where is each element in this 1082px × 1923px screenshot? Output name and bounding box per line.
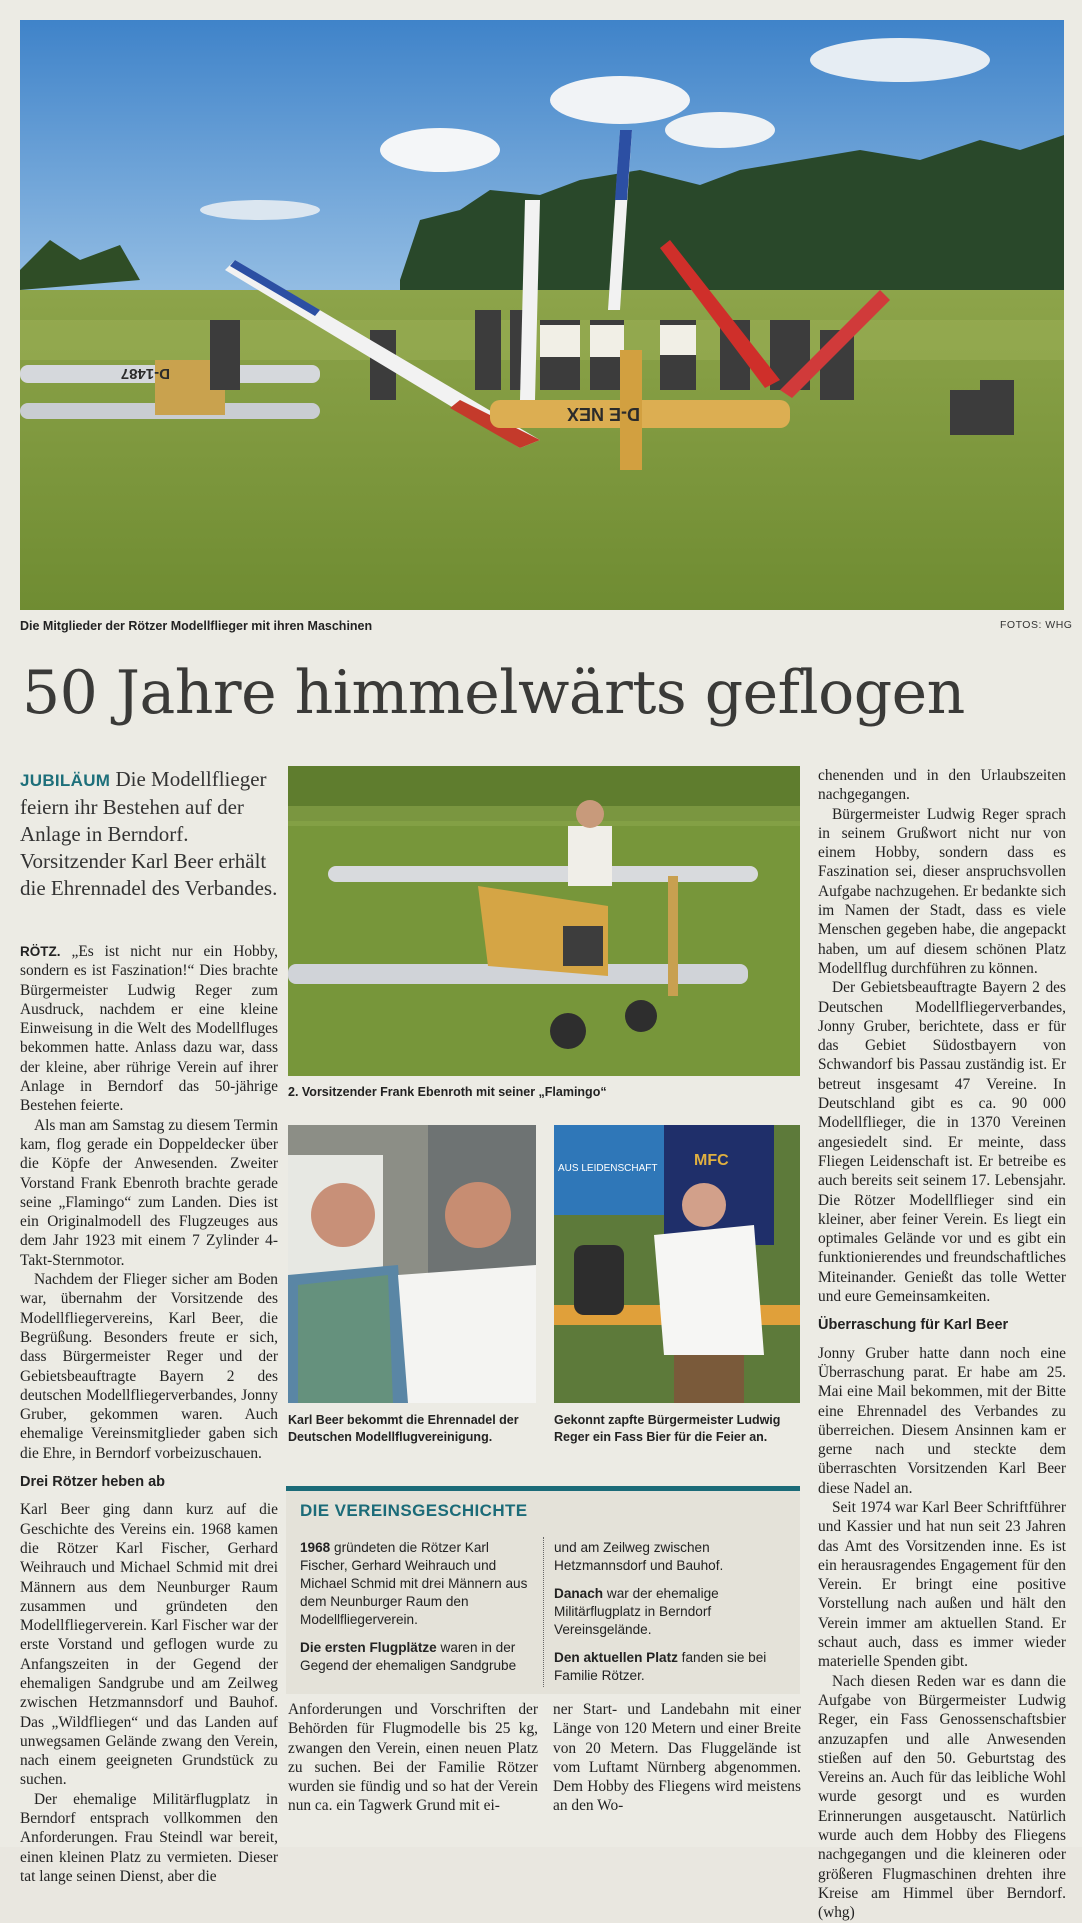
- box-entry: Den aktuellen Platz fanden sie bei Familie Rötzer.: [554, 1650, 767, 1683]
- ehrennadel-photo-caption: Karl Beer bekommt die Ehrennadel der Deutschen Modellflugvereinigung.: [288, 1413, 519, 1444]
- paragraph: Der Gebietsbeauftragte Bayern 2 des Deutschen Modellfliegerverbandes, Jonny Gruber, berichtete, dass er für das Gebiet Südostbayern von Schwandorf bis Passau zuständig ist. Er betreut insgesamt 47 Vereine. In Deutschland gibt es ca. 90 000 Modellflieger, die in 1370 Vereinen angesiedelt sind. Er meinte, dass Fliegen Leidenschaft ist. Er betreibe es auch bereits seit seinem 17. Lebensjahr. Die Rötzer Modellflieger sind ein kleiner, aber feiner Verein. Es liegt ein optimales Gelände vor und es gibt ein funktionierendes und freundschaftliches Miteinander. Genießt das tolle Wetter und eure Gemeinsamkeiten.: [818, 979, 1066, 1306]
- article-headline: 50 Jahre himmelwärts geflogen: [22, 658, 965, 728]
- article-lead: [20, 766, 278, 902]
- paragraph: Jonny Gruber hatte dann noch eine Überraschung parat. Er habe am 25. Mai eine Mail bekommen, mit der Bitte eine Ehrennadel des Verbandes zu überreichen. Diesem Ansinnen kam er gerne nach und steckte dem überraschten Vorsitzenden Karl Beer diese Nadel an.: [818, 1344, 1066, 1497]
- box-entry: Danach war der ehemalige Militärflugplatz in Berndorf Vereinsgelände.: [554, 1586, 719, 1637]
- box-entry: 1968 gründeten die Rötzer Karl Fischer, Gerhard Weihrauch und Michael Schmid mit drei Männern aus dem Neunburger Raum den Modellfliegerverein.: [300, 1540, 528, 1627]
- box-entry: Die ersten Flugplätze waren in der Gegend der ehemaligen Sandgrube: [300, 1640, 517, 1673]
- ehrennadel-photo: [288, 1125, 536, 1403]
- paragraph: Anforderungen und Vorschriften der Behörden für Flugmodelle bis 25 kg, zwangen den Verein, einen neuen Platz zu suchen. Bei der Familie Rötzer wurden sie fündig und so hat der Verein nun ca. ein Tagwerk Grund mit ei-: [288, 1701, 538, 1815]
- registration-nex: D-E NEX: [566, 404, 640, 424]
- paragraph: Bürgermeister Ludwig Reger sprach in seinem Grußwort nicht nur von einem Hobby, sondern dass es Faszination sei, dieser anspruchsvollen Aufgabe nachzugehen. Er bedankte sich im Namen der Stadt, dass es viele Menschen gegeben habe, die angepackt haben, um auf diesem schönen Platz Modellflug durchführen zu können.: [818, 805, 1066, 977]
- subheading-ueberraschung: Überraschung für Karl Beer: [818, 1317, 1009, 1334]
- beer-keg-photo-caption: Gekonnt zapfte Bürgermeister Ludwig Reger ein Fass Bier für die Feier an.: [554, 1413, 781, 1444]
- paragraph: Der ehemalige Militärflugplatz in Berndorf entsprach vollkommen den Anforderungen. Frau Steindl war bereit, einen kleinen Platz zu vermieten. Dieser tat lange seinen Dienst, aber die: [20, 1790, 278, 1885]
- box-right-column: [554, 1539, 788, 1695]
- paragraph: chenenden und in den Urlaubszeiten nachgegangen.: [818, 767, 1066, 804]
- main-group-photo: [20, 20, 1064, 610]
- box-divider: [543, 1537, 544, 1687]
- article-column-4: [818, 766, 1066, 1923]
- kicker-label: JUBILÄUM: [20, 771, 111, 790]
- subheading-drei-roetzer: Drei Rötzer heben ab: [20, 1474, 166, 1491]
- box-title: DIE VEREINSGESCHICHTE: [300, 1501, 528, 1520]
- photo-credit: FOTOS: WHG: [1000, 619, 1073, 631]
- paragraph: RÖTZ. „Es ist nicht nur ein Hobby, sondern es ist Faszination!“ Dies brachte Bürgermeister Ludwig Reger zum Ausdruck, nachdem er eine kleine Einweisung in die Welt des Modellfluges bekommen hatte. Anlass dazu war, dass der kleine, aber rührige Verein auf ihrer Anlage in Berndorf das 50-jährige Bestehen feierte.: [20, 943, 278, 1115]
- article-column-1: [20, 942, 278, 1886]
- lead-text: Die Modellflieger feiern ihr Bestehen auf der Anlage in Berndorf. Vorsitzender Karl Beer erhält die Ehrennadel des Verbandes.: [20, 767, 278, 900]
- flamingo-photo-caption: 2. Vorsitzender Frank Ebenroth mit seiner „Flamingo“: [288, 1085, 607, 1099]
- article-column-2: [288, 1700, 538, 1816]
- main-photo-caption: Die Mitglieder der Rötzer Modellflieger mit ihren Maschinen: [20, 619, 373, 633]
- paragraph: Als man am Samstag zu diesem Termin kam, flog gerade ein Doppeldecker über die Köpfe der Anwesenden. Zweiter Vorstand Frank Ebenroth brachte gerade seine „Flamingo“ zum Landen. Dies ist ein Originalmodell des Flugzeuges aus dem Jahr 1923 mit einem 7 Zylinder 4-Takt-Sternmotor.: [20, 1116, 278, 1269]
- banner-text: AUS LEIDENSCHAFT: [558, 1163, 658, 1174]
- beer-keg-photo: [554, 1125, 800, 1403]
- paragraph: Nachdem der Flieger sicher am Boden war, übernahm der Vorsitzende des Modellfliegervereins, Karl Beer, die Begrüßung. Besonders freute er sich, dass Bürgermeister Reger und der Gebietsbeauftragte Bayern 2 des deutschen Modellfliegerverbandes, Jonny Gruber, gekommen waren. Auch ehemalige Vereinsmitglieder gaben sich die Ehre, in Berndorf vorbeizuschauen.: [20, 1271, 278, 1462]
- article-column-3: [553, 1700, 801, 1816]
- paragraph: Karl Beer ging dann kurz auf die Geschichte des Vereins ein. 1968 kamen die Rötzer Karl Fischer, Gerhard Weihrauch und Michael Schmid mit drei Männern aus dem Neunburger Raum zusammen und gründeten den Modellfliegerverein. Karl Fischer war der erste Vorstand und geflogen wurde zu Anfangszeiten in der Gegend der ehemaligen Sandgrube und am Zeilweg zwischen Hetzmannsdorf und Bauhof. Das „Wildfliegen“ und das Landen auf unwegsamen Gelände zwang den Verein, nach einem geeigneten Grundstück zu suchen.: [20, 1501, 278, 1789]
- flag-text: MFC: [694, 1152, 729, 1169]
- box-entry: und am Zeilweg zwischen Hetzmannsdorf und Bauhof.: [554, 1540, 724, 1573]
- registration-d1487: D-1487: [120, 365, 170, 382]
- flamingo-biplane-photo: [288, 766, 800, 1076]
- dateline: RÖTZ.: [20, 944, 61, 959]
- vereinsgeschichte-box: [286, 1486, 800, 1694]
- paragraph: ner Start- und Landebahn mit einer Länge von 120 Metern und einer Breite von 20 Metern. Das Fluggelände ist vom Luftamt Nürnberg abgenommen. Dem Hobby des Fliegens wird meistens an den Wo-: [553, 1701, 801, 1815]
- paragraph: Seit 1974 war Karl Beer Schriftführer und Kassier und hat nun seit 23 Jahren das Amt des Vorsitzenden inne. Es ist ein herausragendes Engagement für den Verein. Er bringt eine positive Vorstellung nach außen und hält den Verein immer am aktuellen Stand. Er schaut auch, dass es immer wieder materielle Spenden gibt.: [818, 1498, 1066, 1671]
- paragraph: Nach diesen Reden war es dann die Aufgabe von Bürgermeister Ludwig Reger, ein Fass Genossenschaftsbier anzuzapfen und alle Anwesenden stießen auf den 50. Geburtstag des Vereins an. Auch für das leibliche Wohl wurde gesorgt und es wurden Erinnerungen ausgetauscht. Natürlich wurde auch dem Hobby des Fliegens nachgegangen und die kleineren oder größeren Flugmaschinen drehten ihre Kreise am Himmel über Berndorf. (whg): [818, 1672, 1066, 1922]
- box-left-column: [300, 1539, 534, 1685]
